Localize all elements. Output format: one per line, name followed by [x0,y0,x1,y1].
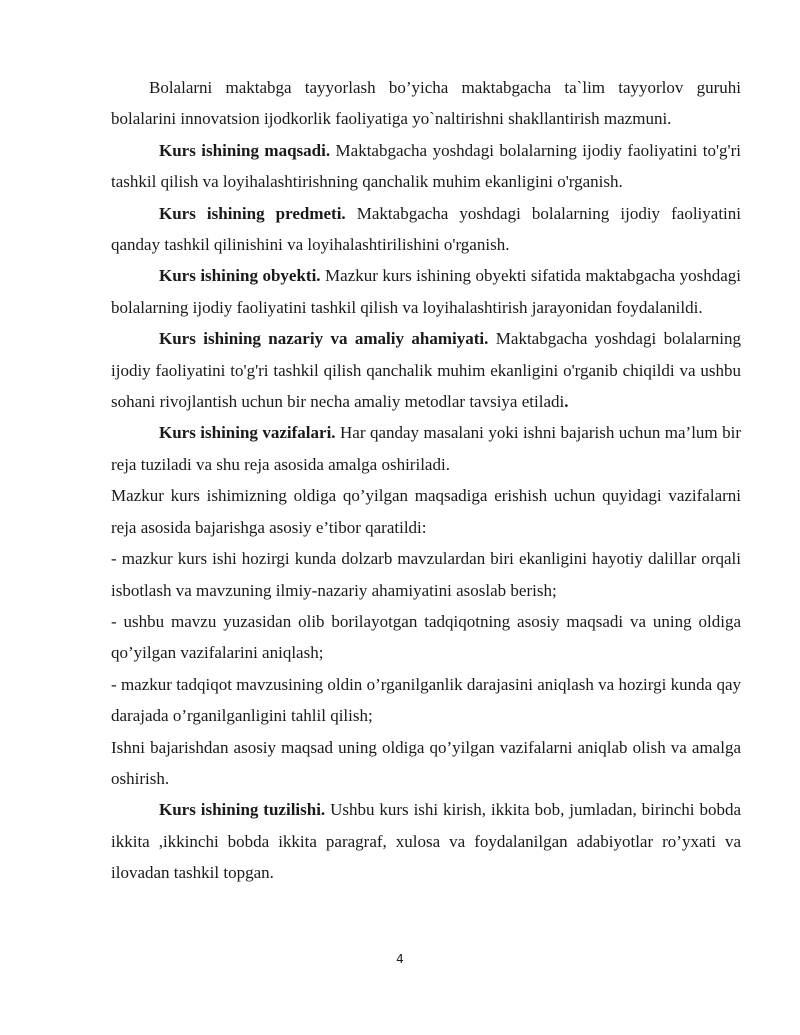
significance-end-mark: . [564,392,569,412]
subject-paragraph [111,198,741,261]
structure-heading: Kurs ishining tuzilishi. [159,800,326,820]
task-list-item: - ushbu mavzu yuzasidan olib borilayotgan tadqiqotning asosiy maqsadi va uning oldiga qo’yilgan vazifalarini aniqlash; [111,611,741,663]
structure-paragraph [111,794,741,888]
tasks-paragraph [111,417,741,480]
subject-heading: Kurs ishining predmeti. [159,203,346,223]
object-paragraph [111,260,741,323]
object-heading: Kurs ishining obyekti. [159,266,321,286]
tasks-text: Har qanday masalani yoki ishni bajarish uchun ma’lum bir reja tuziladi va shu reja asosida amalga oshiriladi. [111,423,741,474]
document-body [111,72,741,889]
significance-text: Maktabgacha yoshdagi bolalarning ijodiy faoliyatini to'g'ri tashkil qilish qanchalik muhim ekanligini o'rganib chiqildi va ushbu sohani rivojlantish uchun bir necha amaliy metodlar tavsiya etiladi [111,329,741,412]
purpose-text: Maktabgacha yoshdagi bolalarning ijodiy faoliyatini to'g'ri tashkil qilish va loyihalashtirishning qanchalik muhim ekanligini o'rganish. [111,140,741,192]
page-number: 4 [396,952,404,966]
tasks-intro-paragraph: Mazkur kurs ishimizning oldiga qo’yilgan maqsadiga erishish uchun quyidagi vazifalarni reja asosida bajarishga asosiy e’tibor qaratildi: [111,486,741,537]
task-list-item: - mazkur tadqiqot mavzusining oldin o’rganilganlik darajasini aniqlash va hozirgi kunda qay darajada o’rganilganligini tahlil qilish; [111,674,741,726]
object-text: Mazkur kurs ishining obyekti sifatida maktabgacha yoshdagi bolalarning ijodiy faoliyatini tashkil qilish va loyihalashtirish jarayonidan foydalanildi. [111,266,741,317]
significance-heading: Kurs ishining nazariy va amaliy ahamiyati. [159,329,489,349]
intro-paragraph: Bolalarni maktabga tayyorlash bo’yicha maktabgacha ta`lim tayyorlov guruhi bolalarini innovatsion ijodkorlik faoliyatiga yo`naltirishni shakllantirish mazmuni. [111,78,741,129]
main-goal-paragraph: Ishni bajarishdan asosiy maqsad uning oldiga qo’yilgan vazifalarni aniqlab olish va amalga oshirish. [111,737,741,788]
purpose-paragraph [111,135,741,198]
structure-text: Ushbu kurs ishi kirish, ikkita bob, jumladan, birinchi bobda ikkita ,ikkinchi bobda ikkita paragraf, xulosa va foydalanilgan adabiyotlar ro’yxati va ilovadan tashkil topgan. [111,800,741,883]
tasks-heading: Kurs ishining vazifalari. [159,423,336,443]
task-list-item: - mazkur kurs ishi hozirgi kunda dolzarb mavzulardan biri ekanligini hayotiy dalillar orqali isbotlash va mavzuning ilmiy-nazariy ahamiyatini asoslab berish; [111,549,741,600]
significance-paragraph [111,323,741,417]
purpose-heading: Kurs ishining maqsadi. [159,140,331,160]
subject-text: Maktabgacha yoshdagi bolalarning ijodiy faoliyatini qanday tashkil qilinishini va loyihalashtirilishini o'rganish. [111,203,741,255]
